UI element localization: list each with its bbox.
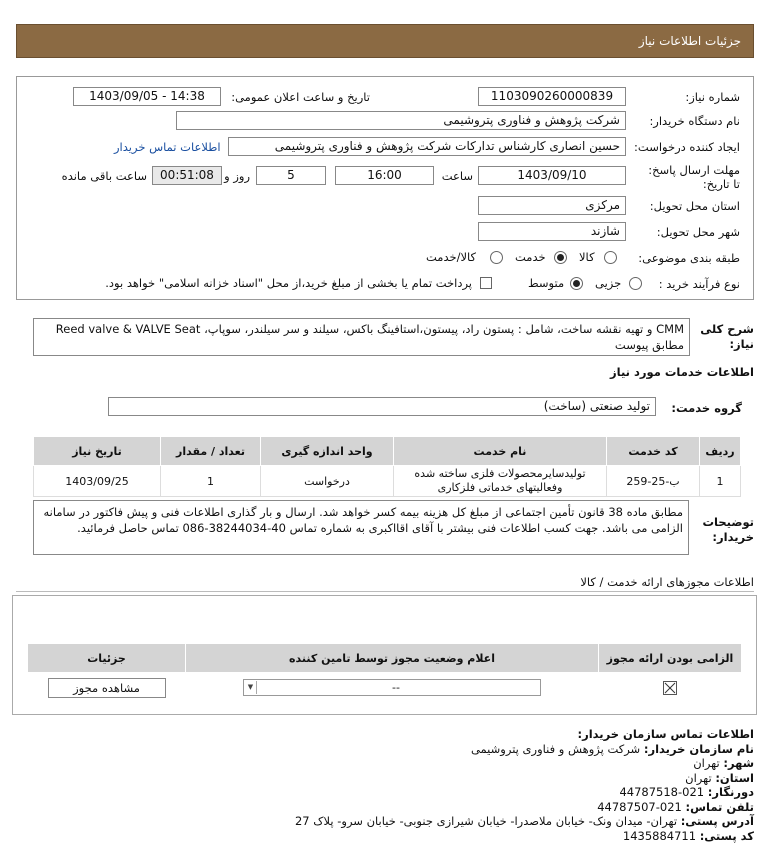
- buyer-notes-label: توضیحات خریدار:: [702, 515, 754, 544]
- description-box: CMM و تهیه نقشه ساخت، شامل : پستون راد، پیستون،استافینگ باکس، سیلند و سر سیلندر، سوپاپ، Reed valve & VALVE Seat مطابق پیوست: [33, 318, 690, 356]
- col-row: ردیف: [700, 437, 741, 466]
- buyer-org-label: نام دستگاه خریدار:: [649, 114, 740, 128]
- process-option-medium: متوسط: [528, 276, 565, 290]
- remaining-label: ساعت باقی مانده: [61, 169, 147, 183]
- services-section-title: اطلاعات خدمات مورد نیاز: [610, 365, 754, 379]
- announce-label: تاریخ و ساعت اعلان عمومی:: [231, 90, 370, 104]
- page-header: [16, 24, 754, 58]
- cell-code: ب-25-259: [607, 466, 700, 497]
- permits-table-header: [28, 644, 742, 673]
- col-unit: واحد اندازه گیری: [261, 437, 394, 466]
- dropdown-arrow-icon: ▼: [245, 681, 257, 694]
- buyer-org-field: شرکت پژوهش و فناوری پتروشیمی: [176, 111, 626, 130]
- province-field: مرکزی: [478, 196, 626, 215]
- contact-province: استان: تهران: [685, 770, 754, 785]
- permit-required-cell: [599, 673, 742, 703]
- col-qty: تعداد / مقدار: [161, 437, 261, 466]
- announce-field: 1403/09/05 - 14:38: [73, 87, 221, 106]
- category-option-goods-service: کالا/خدمت: [426, 250, 477, 264]
- category-label: طبقه بندی موضوعی:: [638, 251, 740, 265]
- page-title: جزئیات اطلاعات نیاز: [638, 34, 741, 48]
- permit-status-cell: [186, 673, 599, 703]
- process-label: نوع فرآیند خرید :: [658, 277, 740, 291]
- contact-postal: کد پستی: 1435884711: [622, 828, 754, 843]
- contact-city: شهر: تهران: [693, 756, 754, 770]
- cell-unit: درخواست: [261, 466, 394, 497]
- col-name: نام خدمت: [394, 437, 607, 466]
- cell-date: 1403/09/25: [34, 466, 161, 497]
- contact-title: اطلاعات تماس سازمان خریدار:: [577, 727, 754, 741]
- col-code: کد خدمت: [607, 437, 700, 466]
- table-row: [34, 466, 741, 497]
- treasury-payment-note: پرداخت تمام یا بخشی از مبلغ خرید،از محل "اسناد خزانه اسلامی" خواهد بود.: [105, 276, 472, 290]
- need-number-label: شماره نیاز:: [685, 90, 740, 104]
- days-label: روز و: [224, 169, 250, 183]
- category-radio-service[interactable]: [554, 251, 567, 264]
- view-permit-button[interactable]: مشاهده مجوز: [48, 678, 166, 698]
- province-label: استان محل تحویل:: [649, 199, 740, 213]
- need-number-field: 1103090260000839: [478, 87, 626, 106]
- remaining-time-field: 00:51:08: [152, 166, 222, 185]
- city-field: شازند: [478, 222, 626, 241]
- permit-details-cell: [28, 673, 186, 703]
- city-label: شهر محل تحویل:: [656, 225, 740, 239]
- cell-qty: 1: [161, 466, 261, 497]
- contact-fax: دورنگار: 021-44787518: [619, 785, 754, 799]
- cell-name: تولیدسایرمحصولات فلزی ساخته شده وفعالیتهای خدماتی فلزکاری: [394, 466, 607, 497]
- col-date: تاریخ نیاز: [34, 437, 161, 466]
- creator-field: حسین انصاری کارشناس تدارکات شرکت پژوهش و فناوری پتروشیمی: [228, 137, 626, 156]
- cell-row: 1: [700, 466, 741, 497]
- contact-info: [16, 727, 754, 843]
- deadline-date-field: 1403/09/10: [478, 166, 626, 185]
- permit-row: [28, 673, 742, 703]
- permit-status-select[interactable]: [243, 679, 541, 696]
- process-radio-minor[interactable]: [629, 277, 642, 290]
- main-form: [16, 76, 754, 300]
- permits-title: اطلاعات مجوزهای ارائه خدمت / کالا: [580, 575, 754, 589]
- col-permit-required: الزامی بودن ارائه مجوز: [599, 644, 742, 673]
- col-permit-status: اعلام وضعیت مجوز توسط تامین کننده: [186, 644, 599, 673]
- service-group-field: تولید صنعتی (ساخت): [108, 397, 656, 416]
- treasury-payment-checkbox[interactable]: [480, 277, 492, 289]
- time-label: ساعت: [441, 169, 473, 183]
- contact-address: آدرس پستی: تهران- میدان ونک- خیابان ملاصدرا- خیابان شیرازی جنوبی- خیابان سرو- پلاک 27: [294, 814, 754, 828]
- description-label: شرح کلی نیاز:: [700, 322, 754, 351]
- contact-phone: تلفن تماس: 021-44787507: [597, 799, 754, 814]
- permits-table: [27, 643, 742, 703]
- deadline-label: مهلت ارسال پاسخ: تا تاریخ:: [648, 163, 740, 191]
- col-permit-details: جزئیات: [28, 644, 186, 673]
- services-table: [33, 436, 741, 497]
- services-table-header: [34, 437, 741, 466]
- service-group-label: گروه خدمت:: [671, 401, 742, 415]
- process-option-minor: جزیی: [595, 276, 622, 290]
- contact-org: نام سازمان خریدار: شرکت پژوهش و فناوری پتروشیمی: [470, 741, 754, 756]
- category-option-goods: کالا: [579, 250, 595, 264]
- category-radio-goods-service[interactable]: [490, 251, 503, 264]
- permits-separator: [16, 591, 754, 592]
- process-radio-medium[interactable]: [570, 277, 583, 290]
- days-field: 5: [256, 166, 326, 185]
- buyer-notes-box: مطابق ماده 38 قانون تأمین اجتماعی از مبلغ کل هزینه بیمه کسر خواهد شد. ارسال و بار گذاری اطلاعات فنی و پیش فاکتور در سامانه الزامی می باشد. جهت کسب اطلاعات فنی بیشتر با آقای اقااکبری به شماره تماس 40-38244034-086 تماس حاصل فرمائید.: [33, 500, 689, 555]
- category-radio-goods[interactable]: [604, 251, 617, 264]
- deadline-time-field: 16:00: [335, 166, 434, 185]
- cross-icon: [664, 682, 676, 694]
- creator-label: ایجاد کننده درخواست:: [634, 140, 740, 154]
- permit-required-checkbox: [663, 681, 677, 695]
- category-option-service: خدمت: [515, 250, 546, 264]
- permit-status-value: --: [392, 681, 400, 695]
- buyer-contact-link[interactable]: اطلاعات تماس خریدار: [114, 140, 221, 154]
